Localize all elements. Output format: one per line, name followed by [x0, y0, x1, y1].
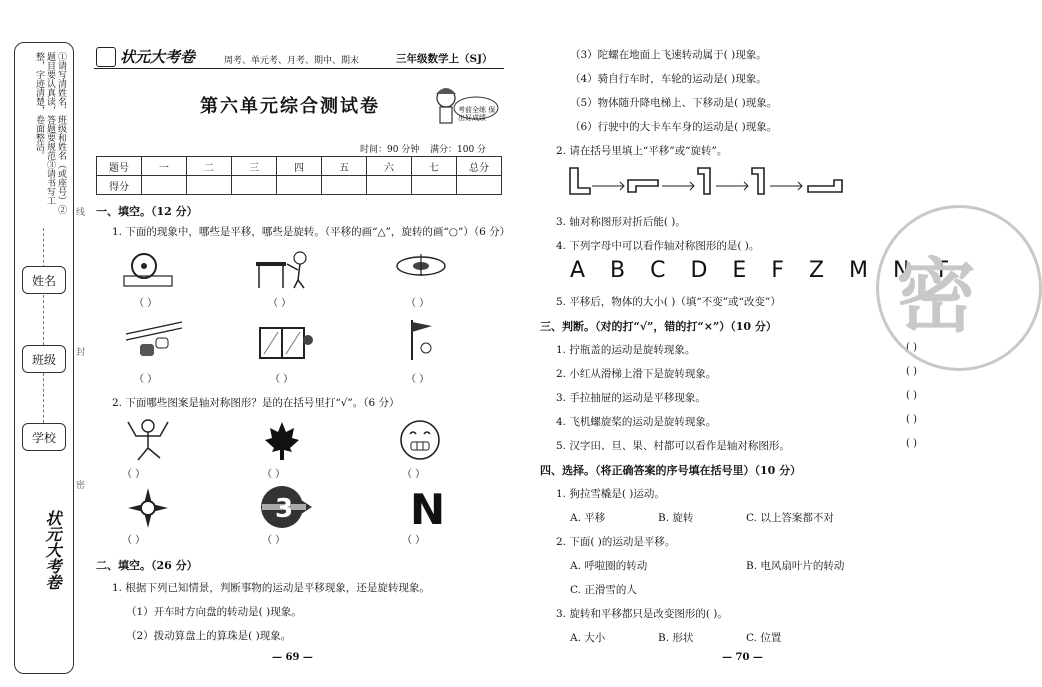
question-text: 1. 下面的现象中，哪些是平移，哪些是旋转。（平移的画“△”，旋转的画“○”）（6 分） — [112, 226, 511, 238]
section-heading: 一、填空。（12 分） — [96, 205, 198, 218]
class-field[interactable]: 班级 — [22, 345, 66, 373]
page-number: — 70 — — [722, 652, 763, 663]
answer-blank[interactable]: （ ） — [134, 298, 158, 309]
score-input[interactable] — [322, 176, 367, 195]
question-text: （3）陀螺在地面上飞速转动属于( )现象。 — [570, 49, 767, 61]
shape-transform-diagram — [566, 164, 856, 198]
question-text: （1）开车时方向盘的转动是( )现象。 — [126, 606, 302, 618]
table-cell: 总分 — [457, 157, 502, 176]
question-text: 1. 根据下列已知情景，判断事物的运动是平移现象，还是旋转现象。 — [112, 582, 430, 594]
seal-line-mark: 封 — [76, 348, 86, 358]
answer-blank[interactable]: （ ） — [268, 298, 292, 309]
table-cell: 二 — [187, 157, 232, 176]
question-text: （5）物体随升降电梯上、下移动是( )现象。 — [570, 97, 778, 109]
svg-text:3: 3 — [275, 494, 294, 524]
seal-line-mark: 线 — [76, 208, 86, 218]
score-table — [96, 156, 502, 195]
answer-blank[interactable]: ( ) — [906, 342, 917, 353]
number-arrow-icon — [258, 484, 314, 530]
score-input[interactable] — [457, 176, 502, 195]
table-cell: 六 — [367, 157, 412, 176]
steering-wheel-icon — [122, 250, 174, 288]
question-text: 3. 旋转和平移都只是改变图形的( )。 — [556, 608, 728, 620]
choice-option[interactable]: B. 旋转 — [658, 512, 694, 524]
question-text: 3. 轴对称图形对折后能( )。 — [556, 216, 686, 228]
question-text: （2）拨动算盘上的算珠是( )现象。 — [126, 630, 292, 642]
table-cell: 一 — [142, 157, 187, 176]
grade-label: 三年级数学上（SJ） — [396, 53, 493, 65]
answer-blank[interactable]: ( ) — [906, 390, 917, 401]
score-input[interactable] — [142, 176, 187, 195]
answer-blank[interactable]: （ ） — [270, 374, 294, 385]
cable-car-icon — [126, 322, 182, 364]
answer-blank[interactable]: ( ) — [906, 414, 917, 425]
answer-blank[interactable]: （ ） — [406, 374, 430, 385]
secret-stamp-text: 密 — [896, 249, 976, 343]
score-input[interactable] — [232, 176, 277, 195]
exam-types: 周考、单元考、月考、期中、期末 — [224, 56, 360, 66]
judge-item: 3. 手拉抽屉的运动是平移现象。 — [556, 392, 706, 404]
divider — [43, 295, 44, 345]
table-row — [97, 157, 502, 176]
question-text: 2. 下面哪些图案是轴对称图形？是的在括号里打“√”。（6 分） — [112, 397, 400, 409]
full-score: 满分：100 分 — [430, 145, 487, 155]
sidebar-brand-logo: 状元大考卷 — [43, 510, 62, 590]
table-cell: 四 — [277, 157, 322, 176]
question-text: 1. 狗拉雪橇是( )运动。 — [556, 488, 665, 500]
letter-n-icon — [408, 485, 446, 534]
question-text: （4）骑自行车时，车轮的运动是( )现象。 — [570, 73, 767, 85]
name-field[interactable]: 姓名 — [22, 266, 66, 294]
answer-blank[interactable]: ( ) — [906, 438, 917, 449]
judge-item: 2. 小红从滑梯上滑下是旋转现象。 — [556, 368, 717, 380]
question-text: 4. 下列字母中可以看作轴对称图形的是( )。 — [556, 240, 760, 252]
judge-item: 1. 拧瓶盖的运动是旋转现象。 — [556, 344, 696, 356]
brand-icon — [96, 47, 116, 67]
page-title: 第六单元综合测试卷 — [200, 96, 380, 117]
choice-option[interactable]: B. 电风扇叶片的转动 — [746, 560, 845, 572]
table-cell: 七 — [412, 157, 457, 176]
answer-blank[interactable]: （ ） — [122, 469, 146, 480]
choice-option[interactable]: C. 位置 — [746, 632, 782, 644]
school-field[interactable]: 学校 — [22, 423, 66, 451]
divider — [43, 228, 44, 268]
table-cell: 三 — [232, 157, 277, 176]
choice-option[interactable]: B. 形状 — [658, 632, 694, 644]
section-heading: 二、填空。（26 分） — [96, 559, 198, 572]
answer-blank[interactable]: ( ) — [906, 366, 917, 377]
answer-blank[interactable]: （ ） — [406, 298, 430, 309]
section-heading: 四、选择。（将正确答案的序号填在括号里）（10 分） — [540, 464, 802, 477]
question-text: 5. 平移后，物体的大小( )（填“不变”或“改变”） — [556, 296, 781, 308]
answer-blank[interactable]: （ ） — [134, 374, 158, 385]
question-text: （6）行驶中的大卡车车身的运动是( )现象。 — [570, 121, 778, 133]
smiley-face-icon — [398, 418, 442, 462]
letter-options: A B C D E F Z M N T — [570, 258, 957, 283]
pushing-table-icon — [254, 250, 314, 290]
page-number: — 69 — — [272, 652, 313, 663]
score-input[interactable] — [187, 176, 232, 195]
table-cell: 得分 — [97, 176, 142, 195]
header-brand: 状元大考卷 — [120, 48, 196, 66]
answer-blank[interactable]: （ ） — [122, 535, 146, 546]
flag-raising-icon — [404, 318, 440, 362]
compass-star-icon — [126, 486, 170, 530]
time-limit: 时间：90 分钟 — [360, 145, 420, 155]
sidebar-notes: ①请写清姓名、班级和姓名（或座号）②题目要认真读，答题要规范③请书写工整，字迹清楚，卷面整洁。 — [34, 52, 66, 214]
seal-line-mark: 密 — [76, 481, 86, 491]
judge-item: 4. 飞机螺旋桨的运动是旋转现象。 — [556, 416, 717, 428]
question-text: 2. 请在括号里填上“平移”或“旋转”。 — [556, 145, 728, 157]
score-input[interactable] — [412, 176, 457, 195]
sliding-window-icon — [258, 326, 316, 362]
table-cell: 五 — [322, 157, 367, 176]
section-heading: 三、判断。（对的打“√”，错的打“×”）（10 分） — [540, 320, 777, 333]
merry-go-round-icon — [394, 250, 448, 282]
choice-option[interactable]: C. 正滑雪的人 — [570, 584, 637, 596]
maple-leaf-icon — [264, 420, 300, 460]
answer-blank[interactable]: （ ） — [262, 469, 286, 480]
choice-option[interactable]: A. 平移 — [570, 512, 606, 524]
answer-blank[interactable]: （ ） — [262, 535, 286, 546]
score-input[interactable] — [367, 176, 412, 195]
divider — [43, 373, 44, 423]
choice-option[interactable]: A. 大小 — [570, 632, 606, 644]
table-row — [97, 176, 502, 195]
answer-blank[interactable]: （ ） — [402, 535, 426, 546]
choice-option[interactable]: C. 以上答案都不对 — [746, 512, 834, 524]
svg-text:N: N — [410, 485, 446, 534]
score-input[interactable] — [277, 176, 322, 195]
question-text: 2. 下面( )的运动是平移。 — [556, 536, 676, 548]
answer-blank[interactable]: （ ） — [402, 469, 426, 480]
choice-option[interactable]: A. 呼啦圈的转动 — [570, 560, 648, 572]
stick-figure-icon — [126, 418, 170, 462]
mascot-caption: 考前全练 保出好成绩 — [458, 106, 496, 122]
table-cell: 题号 — [97, 157, 142, 176]
judge-item: 5. 汉字田、旦、果、村都可以看作是轴对称图形。 — [556, 440, 790, 452]
